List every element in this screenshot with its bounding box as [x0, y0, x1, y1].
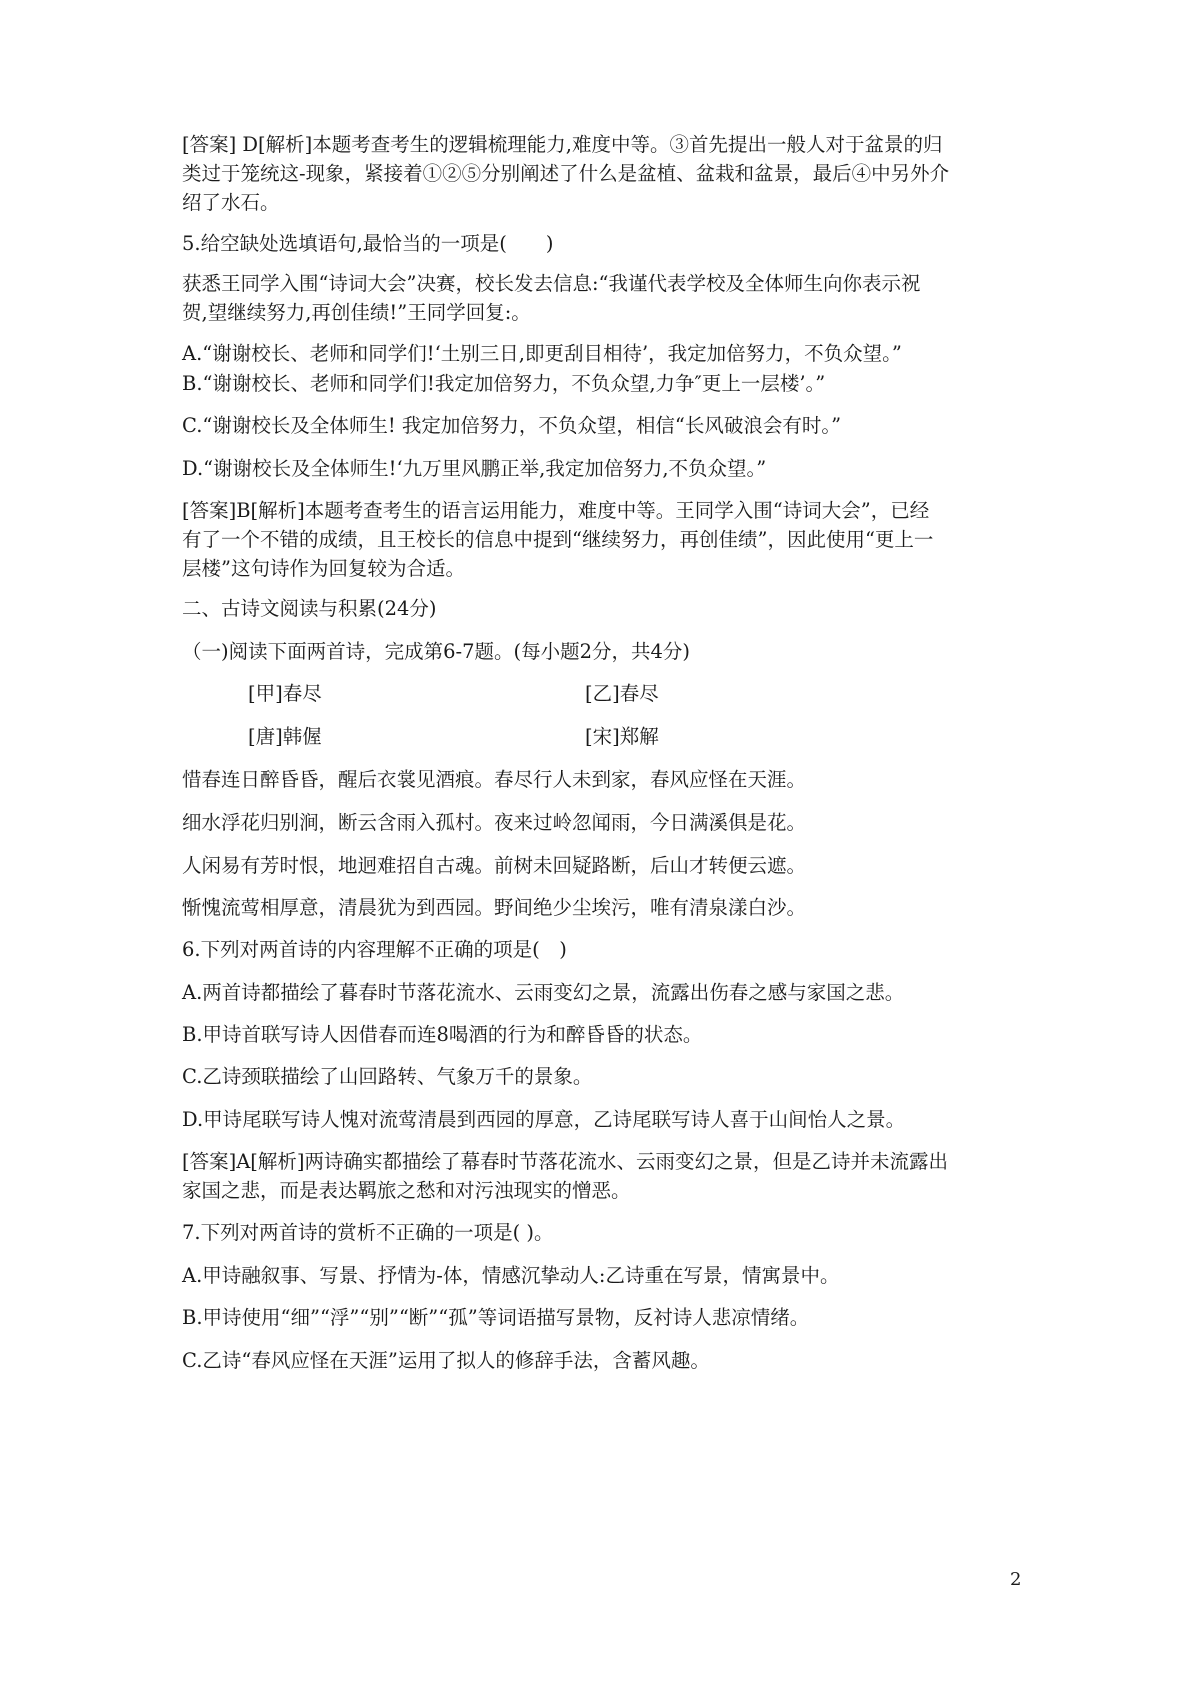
q5-option-d: D.“谢谢校长及全体师生!‘九万里风鹏正举,我定加倍努力,不负众望。” — [182, 457, 767, 480]
poem-line-4: 惭愧流莺相厚意，清晨犹为到西园。野间绝少尘埃污，唯有清泉漾白沙。 — [182, 896, 807, 919]
q4-answer-line-2: 类过于笼统这-现象，紧接着①②⑤分别阐述了什么是盆植、盆栽和盆景，最后④中另外介 — [182, 162, 950, 185]
q5-option-c: C.“谢谢校长及全体师生! 我定加倍努力，不负众望，相信“长风破浪会有时。” — [182, 414, 842, 437]
q6-answer-line-1: [答案]A[解析]两诗确实都描绘了幕春时节落花流水、云雨变幻之景，但是乙诗并未流露出 — [182, 1150, 949, 1173]
poem-a-title: [甲]春尽 — [248, 682, 322, 705]
section-2-subtitle: （一)阅读下面两首诗，完成第6-7题。(每小题2分，共4分) — [182, 640, 691, 663]
q6-option-c: C.乙诗颈联描绘了山回路转、气象万千的景象。 — [182, 1065, 593, 1088]
q6-option-b: B.甲诗首联写诗人因借春而连8喝酒的行为和醉昏昏的状态。 — [182, 1023, 703, 1046]
q6-answer-line-2: 家国之悲，而是表达羁旅之愁和对污浊现实的憎恶。 — [182, 1179, 631, 1202]
q4-answer-line-1: [答案] D[解析]本题考查考生的逻辑梳理能力,难度中等。③首先提出一般人对于盆景的归 — [182, 133, 943, 156]
q5-answer-line-3: 层楼”这句诗作为回复较为合适。 — [182, 557, 465, 580]
q5-option-a: A.“谢谢校长、老师和同学们!‘土别三日,即更刮目相待’，我定加倍努力，不负众望。” — [182, 342, 902, 365]
q6-option-d: D.甲诗尾联写诗人愧对流莺清晨到西园的厚意，乙诗尾联写诗人喜于山间怡人之景。 — [182, 1108, 906, 1131]
q4-answer-line-3: 绍了水石。 — [182, 191, 280, 214]
q5-context-line-2: 贺,望继续努力,再创佳绩!”王同学回复:。 — [182, 301, 531, 324]
q7-option-b: B.甲诗使用“细”“浮”“别”“断”“孤”等词语描写景物，反衬诗人悲凉情绪。 — [182, 1306, 810, 1329]
q6-stem: 6.下列对两首诗的内容理解不正确的项是( ) — [182, 938, 567, 961]
poem-line-2: 细水浮花归别涧，断云含雨入孤村。夜来过岭忽闻雨，今日满溪俱是花。 — [182, 811, 807, 834]
q5-context-line-1: 获悉王同学入围“诗词大会”决赛，校长发去信息:“我谨代表学校及全体师生向你表示祝 — [182, 272, 921, 295]
q7-option-c: C.乙诗“春风应怪在天涯”运用了拟人的修辞手法，含蓄风趣。 — [182, 1349, 710, 1372]
q7-option-a: A.甲诗融叙事、写景、抒情为-体，情感沉挚动人:乙诗重在写景，情寓景中。 — [182, 1264, 840, 1287]
q5-stem: 5.给空缺处选填语句,最恰当的一项是( ) — [182, 232, 554, 255]
poem-b-title: [乙]春尽 — [585, 682, 659, 705]
q5-option-b: B.“谢谢校长、老师和同学们!我定加倍努力，不负众望,力争″更上一层楼’。” — [182, 372, 826, 395]
q6-option-a: A.两首诗都描绘了暮春时节落花流水、云雨变幻之景，流露出伤春之感与家国之悲。 — [182, 981, 905, 1004]
page-number: 2 — [1010, 1569, 1022, 1590]
q5-answer-line-2: 有了一个不错的成绩，且王校长的信息中提到“继续努力，再创佳绩”，因此使用“更上一 — [182, 528, 934, 551]
poem-line-3: 人闲易有芳时恨，地迥难招自古魂。前树未回疑路断，后山才转便云遮。 — [182, 854, 807, 877]
q5-answer-line-1: [答案]B[解析]本题考查考生的语言运用能力，难度中等。王同学入围“诗词大会”，已经 — [182, 499, 930, 522]
q7-stem: 7.下列对两首诗的赏析不正确的一项是( )。 — [182, 1221, 554, 1244]
poem-line-1: 惜春连日醉昏昏，醒后衣裳见酒痕。春尽行人未到家，春风应怪在天涯。 — [182, 768, 807, 791]
poem-a-author: [唐]韩偓 — [248, 725, 322, 748]
poem-b-author: [宋]郑解 — [585, 725, 659, 748]
section-2-title: 二、古诗文阅读与积累(24分) — [182, 597, 437, 620]
